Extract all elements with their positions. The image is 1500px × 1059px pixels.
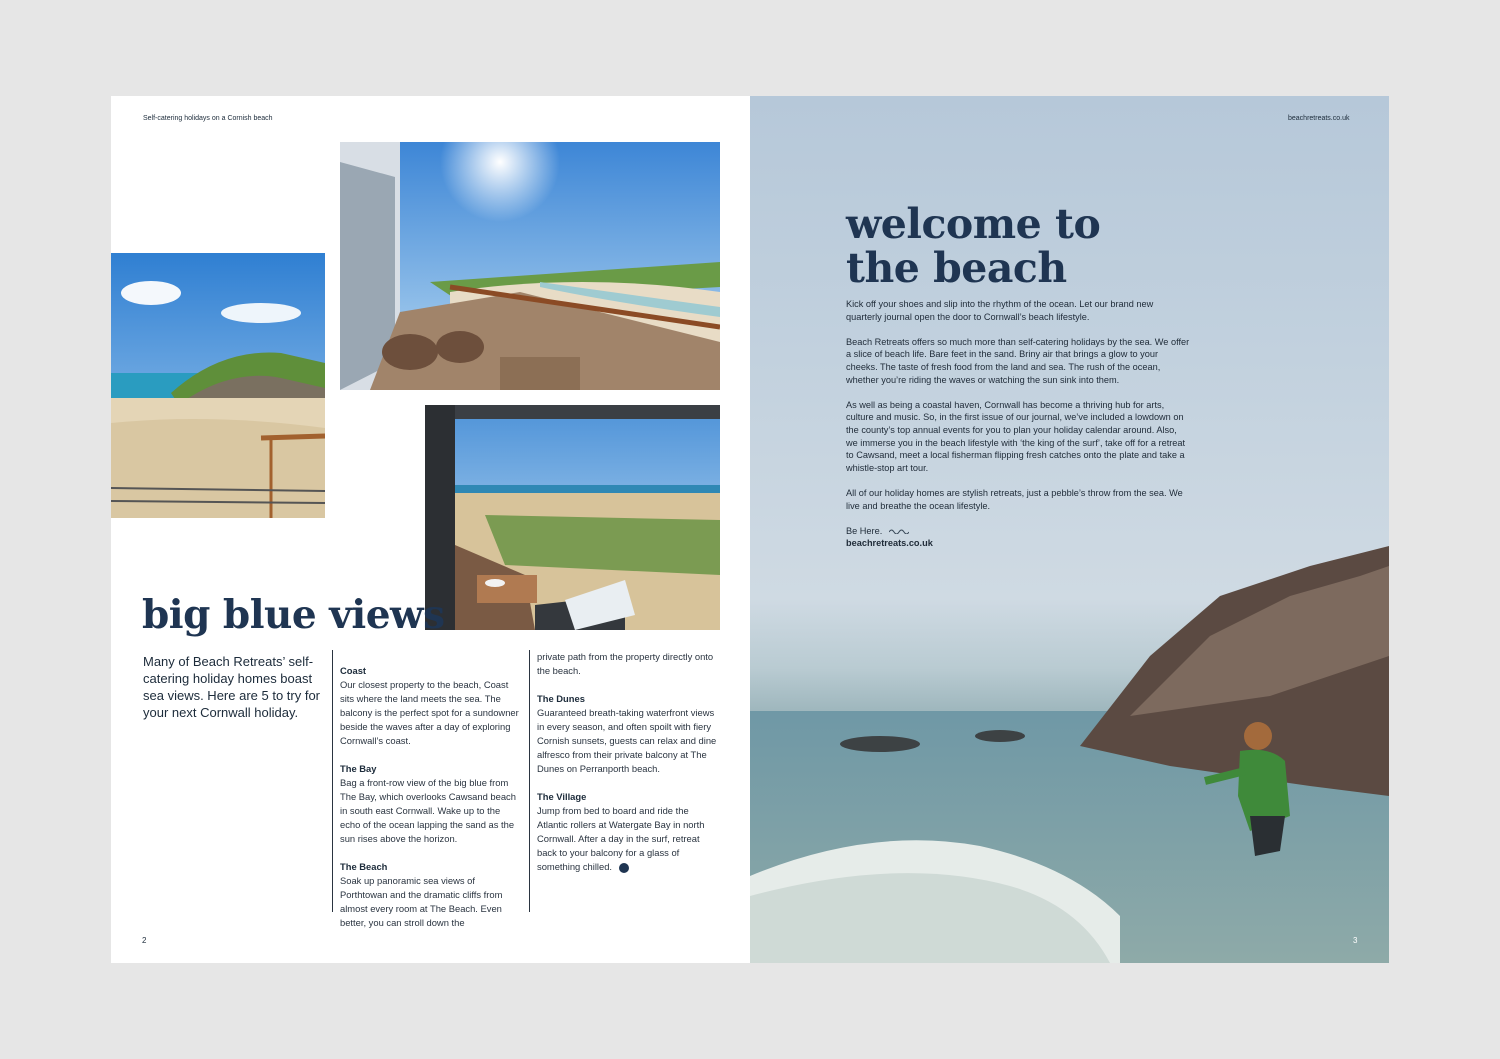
- welcome-paragraph-4: All of our holiday homes are stylish retreats, just a pebble’s throw from the sea. We live and breathe the ocean lifestyle.: [846, 487, 1183, 511]
- properties-column-2: [529, 650, 719, 912]
- folio-left: 2: [142, 936, 147, 945]
- property-description: Jump from bed to board and ride the Atlantic rollers at Watergate Bay in north Cornwall. After a day in the surf, retreat back to your balcony for a glass of something chilled.: [537, 805, 705, 872]
- property-description: Soak up panoramic sea views of Porthtowan and the dramatic cliffs from almost every room at The Beach. Even better, you can stroll down the: [340, 875, 503, 928]
- property-description: Bag a front-row view of the big blue from The Bay, which overlooks Cawsand beach in south east Cornwall. Wake up to the echo of the ocean lapping the sand as the sun rises above the horizon.: [340, 777, 516, 844]
- folio-right: 3: [1353, 936, 1358, 945]
- left-page: [111, 96, 750, 963]
- property-name: The Dunes: [537, 693, 585, 704]
- balcony-estuary-photo: [340, 142, 720, 390]
- running-head-right: beachretreats.co.uk: [1288, 115, 1350, 122]
- welcome-paragraph-1: Kick off your shoes and slip into the rhythm of the ocean. Let our brand new quarterly journal open the door to Cornwall’s beach lifestyle.: [846, 299, 1154, 322]
- property-the-beach-continued: [537, 650, 719, 678]
- signoff-text: Be Here.: [846, 525, 883, 536]
- welcome-paragraph-3: As well as being a coastal haven, Cornwall has become a thriving hub for arts, culture and music. So, in the first issue of our journal, we’ve included a lowdown on the county’s top annual events for you to plan your holiday calendar around. Also, we immerse you in the beach lifestyle with ‘the king of the surf’, take off for a retreat to Cawsand, meet a local fisherman flipping fresh catches onto the plate and take a whistle-stop art tour.: [846, 399, 1186, 473]
- running-head-left: Self-catering holidays on a Cornish beach: [143, 115, 273, 122]
- welcome-paragraph-2: Beach Retreats offers so much more than self-catering holidays by the sea. We offer a slice of beach life. Bare feet in the sand. Briny air that brings a glow to your cheeks. The taste of fresh food from the land and sea. The rush of the ocean, whether you’re riding the waves or watching the sun sink into them.: [846, 336, 1190, 385]
- terrace-sea-view-photo: [425, 405, 720, 630]
- signoff-url[interactable]: beachretreats.co.uk: [846, 538, 933, 549]
- properties-column-1: [332, 650, 522, 928]
- property-name: The Beach: [340, 861, 388, 872]
- property-name: The Bay: [340, 763, 377, 774]
- left-headline: big blue views: [142, 592, 445, 638]
- headline-line-1: welcome to: [846, 200, 1101, 248]
- right-headline: [846, 202, 1100, 290]
- property-description: Our closest property to the beach, Coast sits where the land meets the sea. The balcony is the perfect spot for a sundowner beside the waves after a day of exploring Cornwall’s coast.: [340, 679, 519, 746]
- property-description: private path from the property directly onto the beach.: [537, 651, 714, 676]
- signoff: [846, 525, 1191, 538]
- headline-line-2: the beach: [846, 244, 1067, 292]
- property-name: Coast: [340, 665, 367, 676]
- wave-icon: [889, 525, 909, 538]
- property-description: Guaranteed breath-taking waterfront views in every season, and often spoilt with fiery Cornish sunsets, guests can relax and dine alfresco from their private balcony at The Dunes on Perranporth beach.: [537, 707, 717, 774]
- magazine-spread: [111, 96, 1389, 963]
- welcome-body: [846, 298, 1191, 550]
- end-mark-icon: [619, 863, 629, 873]
- property-name: The Village: [537, 791, 587, 802]
- right-page: [750, 96, 1389, 963]
- cliff-beach-photo: [111, 253, 325, 518]
- intro-paragraph: Many of Beach Retreats’ self-catering holiday homes boast sea views. Here are 5 to try for your next Cornwall holiday.: [143, 654, 321, 720]
